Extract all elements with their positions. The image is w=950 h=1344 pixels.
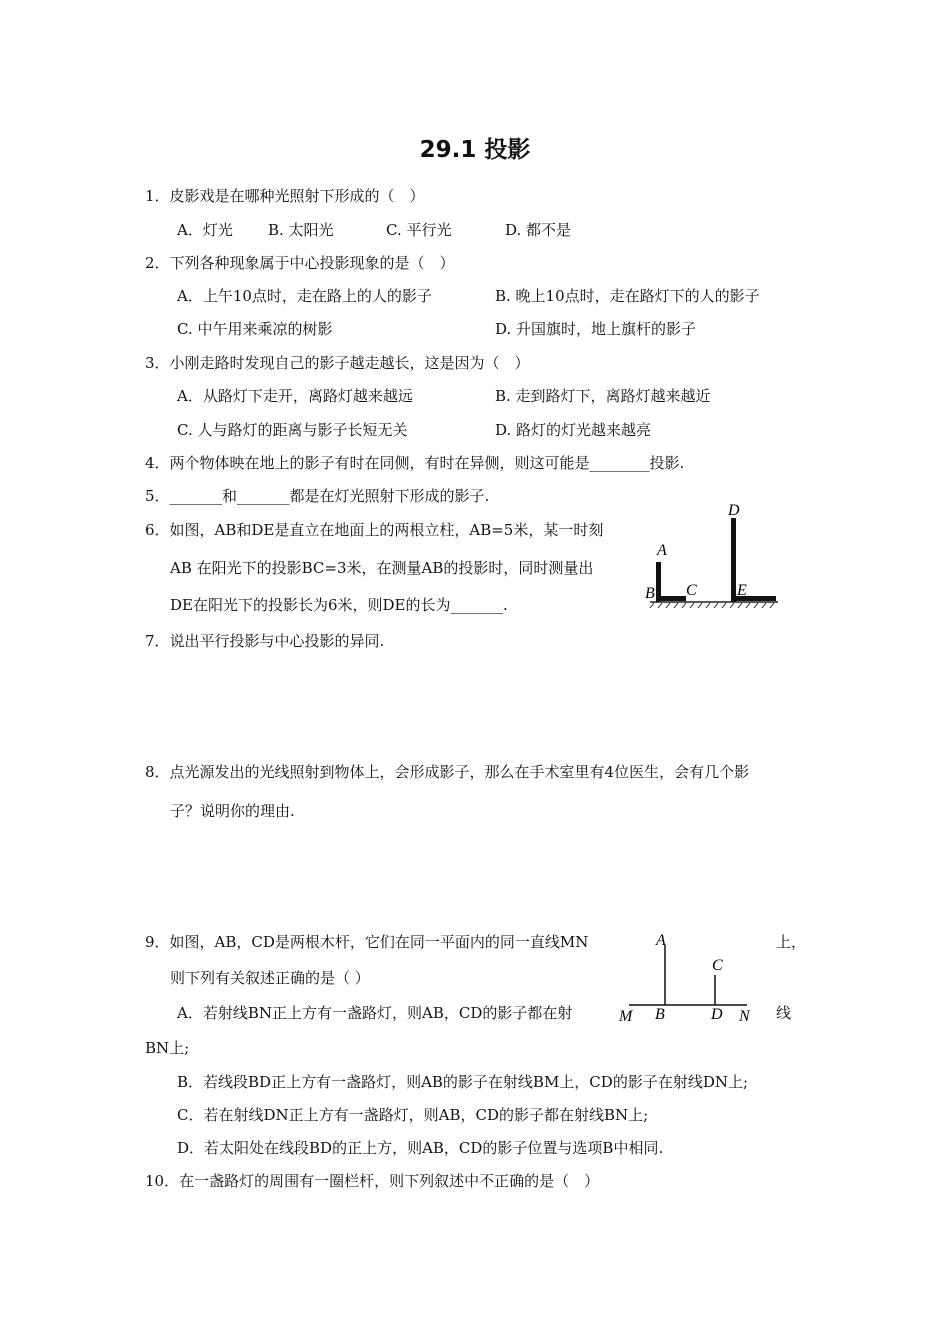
q3-option-d: D. 路灯的灯光越来越亮 — [495, 421, 652, 439]
q2-option-b: B. 晚上10点时，走在路灯下的人的影子 — [495, 287, 760, 305]
q9-line2: 则下列有关叙述正确的是（ ） — [170, 969, 370, 987]
q6-post-de — [731, 518, 736, 602]
q3-stem: 3．小刚走路时发现自己的影子越走越长，这是因为（ ） — [145, 354, 530, 372]
q3-option-b: B. 走到路灯下，离路灯越来越近 — [495, 387, 711, 405]
q6-label-a: A — [657, 542, 667, 559]
q2-stem: 2．下列各种现象属于中心投影现象的是（ ） — [145, 254, 455, 272]
q9-option-b: B．若线段BD正上方有一盏路灯，则AB的影子在射线BM上，CD的影子在射线DN上; — [177, 1073, 749, 1091]
q6-line3: DE在阳光下的投影长为6米，则DE的长为_______. — [170, 596, 508, 614]
q4-stem: 4．两个物体映在地上的影子有时在同侧，有时在异侧，则这可能是________投影. — [145, 454, 685, 472]
q1-option-c: C. 平行光 — [386, 221, 452, 239]
q6-label-d: D — [728, 502, 740, 519]
page-title: 29.1 投影 — [419, 137, 531, 163]
q3-option-a: A．从路灯下走开，离路灯越来越远 — [177, 387, 413, 405]
q9-label-d: D — [711, 1006, 723, 1023]
q9-option-a-cont: BN上; — [145, 1039, 190, 1057]
q2-option-a: A．上午10点时，走在路上的人的影子 — [177, 287, 432, 305]
q1-option-b: B. 太阳光 — [268, 221, 334, 239]
q8-line2: 子？说明你的理由. — [170, 802, 295, 820]
q7-stem: 7．说出平行投影与中心投影的异同. — [145, 632, 385, 650]
q6-label-c: C — [686, 582, 697, 599]
q3-option-c: C. 人与路灯的距离与影子长短无关 — [177, 421, 408, 439]
q6-line1: 6．如图，AB和DE是直立在地面上的两根立柱，AB=5米，某一时刻 — [145, 521, 604, 539]
q2-option-c: C. 中午用来乘凉的树影 — [177, 320, 333, 338]
q9-label-m: M — [619, 1008, 633, 1025]
q6-line2: AB 在阳光下的投影BC=3米，在测量AB的投影时，同时测量出 — [170, 559, 594, 577]
q1-option-a: A．灯光 — [177, 221, 233, 239]
q9-option-a: A．若射线BN正上方有一盏路灯，则AB，CD的影子都在射 — [177, 1004, 573, 1022]
q9-option-d: D．若太阳处在线段BD的正上方，则AB，CD的影子位置与选项B中相同. — [177, 1139, 664, 1157]
q9-option-c: C．若在射线DN正上方有一盏路灯，则AB，CD的影子都在射线BN上; — [177, 1106, 649, 1124]
q2-option-d: D. 升国旗时，地上旗杆的影子 — [495, 320, 697, 338]
q9-label-b: B — [655, 1006, 665, 1023]
q9-figure — [615, 925, 765, 1025]
q1-option-d: D. 都不是 — [505, 221, 572, 239]
q6-label-b: B — [645, 585, 655, 602]
q9-line1-end: 上， — [776, 933, 807, 951]
q10-stem: 10．在一盏路灯的周围有一圈栏杆，则下列叙述中不正确的是（ ） — [145, 1172, 600, 1190]
q9-label-c: C — [712, 957, 723, 974]
q8-line1: 8．点光源发出的光线照射到物体上，会形成影子，那么在手术室里有4位医生，会有几个影 — [145, 763, 750, 781]
q9-line1: 9．如图，AB，CD是两根木杆，它们在同一平面内的同一直线MN — [145, 933, 589, 951]
q6-label-e: E — [737, 582, 747, 599]
q9-label-n: N — [739, 1008, 750, 1025]
q9-label-a: A — [656, 932, 666, 949]
q1-stem: 1．皮影戏是在哪种光照射下形成的（ ） — [145, 187, 425, 205]
q6-figure — [640, 500, 785, 610]
q6-ground-hatch — [650, 603, 774, 608]
q9-option-a-end: 线 — [776, 1004, 792, 1022]
q5-stem: 5．_______和_______都是在灯光照射下形成的影子. — [145, 487, 490, 505]
q6-shadow-bc — [656, 596, 686, 601]
